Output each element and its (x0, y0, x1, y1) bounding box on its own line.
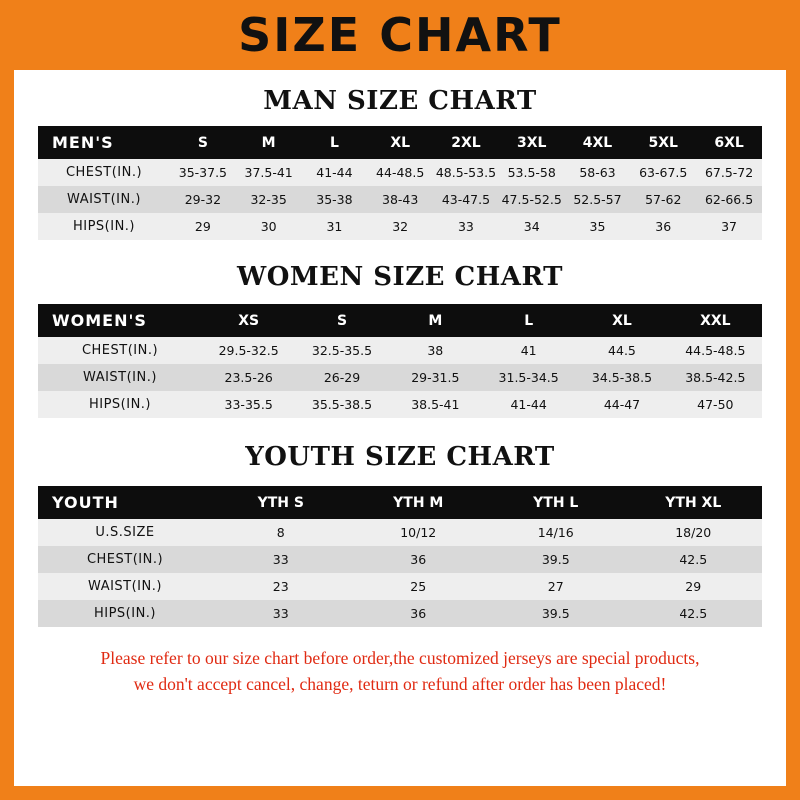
men-header-6xl: 6XL (696, 126, 762, 159)
table-header-row (38, 304, 762, 337)
cell: 37 (721, 219, 738, 234)
men-table-body (38, 159, 762, 240)
cell: 42.5 (679, 552, 708, 567)
cell: 43-47.5 (441, 192, 491, 207)
men-header-s: S (170, 126, 236, 159)
cell: 57-62 (645, 192, 682, 207)
page-title: SIZE CHART (238, 8, 562, 62)
table-row (38, 213, 762, 240)
cell: 52.5-57 (573, 192, 622, 207)
row-label: HIPS(IN.) (72, 219, 136, 234)
table-row (38, 159, 762, 186)
cell: 41 (520, 343, 537, 358)
cell: 62-66.5 (704, 192, 754, 207)
youth-header-xl: YTH XL (625, 486, 763, 519)
cell: 27 (547, 579, 564, 594)
footer-note (38, 645, 762, 698)
women-table-head (38, 304, 762, 337)
footer-line-1: Please refer to our size chart before order,the customized jerseys are special products, (100, 648, 700, 668)
cell: 14/16 (537, 525, 574, 540)
women-header-label: WOMEN'S (38, 304, 202, 337)
cell: 34 (523, 219, 540, 234)
cell: 31.5-34.5 (498, 370, 559, 385)
cell: 35 (589, 219, 606, 234)
table-row (38, 573, 762, 600)
cell: 53.5-58 (507, 165, 556, 180)
women-header-l: L (482, 304, 575, 337)
cell: 63-67.5 (639, 165, 688, 180)
table-header-row (38, 126, 762, 159)
cell: 32 (392, 219, 409, 234)
youth-table-body (38, 519, 762, 627)
cell: 44.5-48.5 (685, 343, 746, 358)
cell: 39.5 (541, 606, 570, 621)
row-label: WAIST(IN.) (88, 579, 162, 594)
men-section-title: MAN SIZE CHART (263, 86, 537, 116)
cell: 42.5 (679, 606, 708, 621)
cell: 8 (276, 525, 285, 540)
banner (14, 0, 786, 70)
row-label: CHEST(IN.) (86, 552, 164, 567)
cell: 47-50 (697, 397, 734, 412)
cell: 29.5-32.5 (218, 343, 279, 358)
table-row (38, 546, 762, 573)
cell: 30 (260, 219, 277, 234)
cell: 48.5-53.5 (435, 165, 497, 180)
footer-line-2: we don't accept cancel, change, teturn or refund after order has been placed! (133, 674, 667, 695)
cell: 29 (685, 579, 702, 594)
men-header-5xl: 5XL (630, 126, 696, 159)
table-row (38, 186, 762, 213)
youth-header-m: YTH M (350, 486, 488, 519)
youth-header-label: YOUTH (38, 486, 212, 519)
women-header-xxl: XXL (669, 304, 762, 337)
cell: 35-37.5 (178, 165, 227, 180)
cell: 58-63 (579, 165, 616, 180)
youth-header-s: YTH S (212, 486, 350, 519)
cell: 36 (410, 606, 427, 621)
youth-table-head (38, 486, 762, 519)
men-header-2xl: 2XL (433, 126, 499, 159)
cell: 35.5-38.5 (311, 397, 373, 412)
men-header-m: M (236, 126, 302, 159)
cell: 23.5-26 (224, 370, 273, 385)
cell: 33 (272, 606, 289, 621)
cell: 39.5 (541, 552, 570, 567)
women-header-m: M (389, 304, 482, 337)
men-header-label: MEN'S (38, 126, 170, 159)
cell: 33 (457, 219, 474, 234)
men-header-3xl: 3XL (499, 126, 565, 159)
cell: 44-47 (603, 397, 641, 412)
table-row (38, 364, 762, 391)
cell: 38.5-42.5 (685, 370, 746, 385)
cell: 41-44 (316, 165, 353, 180)
row-label: CHEST(IN.) (81, 343, 159, 358)
cell: 37.5-41 (244, 165, 293, 180)
row-label: CHEST(IN.) (65, 165, 143, 180)
table-row (38, 600, 762, 627)
women-table-body (38, 337, 762, 418)
cell: 23 (272, 579, 289, 594)
cell: 36 (655, 219, 672, 234)
cell: 29-31.5 (411, 370, 460, 385)
cell: 29-32 (184, 192, 222, 207)
cell: 47.5-52.5 (501, 192, 562, 207)
women-header-s: S (295, 304, 388, 337)
cell: 18/20 (675, 525, 712, 540)
cell: 29 (194, 219, 211, 234)
women-header-xs: XS (202, 304, 295, 337)
table-row (38, 337, 762, 364)
cell: 33 (272, 552, 289, 567)
youth-size-table (38, 486, 762, 627)
cell: 67.5-72 (704, 165, 754, 180)
cell: 31 (326, 219, 343, 234)
cell: 38-43 (382, 192, 419, 207)
youth-header-l: YTH L (487, 486, 625, 519)
women-section-title: WOMEN SIZE CHART (237, 262, 563, 292)
women-size-table (38, 304, 762, 418)
row-label: WAIST(IN.) (67, 192, 141, 207)
table-row (38, 391, 762, 418)
men-header-xl: XL (367, 126, 433, 159)
cell: 36 (410, 552, 427, 567)
youth-section-title: YOUTH SIZE CHART (245, 442, 555, 472)
row-label: HIPS(IN.) (93, 606, 157, 621)
cell: 44.5 (608, 343, 636, 358)
men-size-table (38, 126, 762, 240)
cell: 44-48.5 (376, 165, 425, 180)
women-header-xl: XL (575, 304, 668, 337)
cell: 32-35 (250, 192, 287, 207)
cell: 38 (427, 343, 444, 358)
cell: 33-35.5 (224, 397, 273, 412)
cell: 25 (410, 579, 427, 594)
row-label: WAIST(IN.) (83, 370, 157, 385)
cell: 35-38 (316, 192, 353, 207)
men-table-head (38, 126, 762, 159)
row-label: U.S.SIZE (95, 525, 155, 540)
cell: 41-44 (510, 397, 547, 412)
bottom-accent-bar (14, 786, 786, 800)
cell: 34.5-38.5 (591, 370, 653, 385)
cell: 38.5-41 (411, 397, 460, 412)
cell: 32.5-35.5 (311, 343, 373, 358)
men-header-4xl: 4XL (565, 126, 631, 159)
table-header-row (38, 486, 762, 519)
men-header-l: L (302, 126, 368, 159)
table-row (38, 519, 762, 546)
cell: 10/12 (400, 525, 437, 540)
content (14, 86, 786, 698)
row-label: HIPS(IN.) (88, 397, 152, 412)
cell: 26-29 (323, 370, 361, 385)
